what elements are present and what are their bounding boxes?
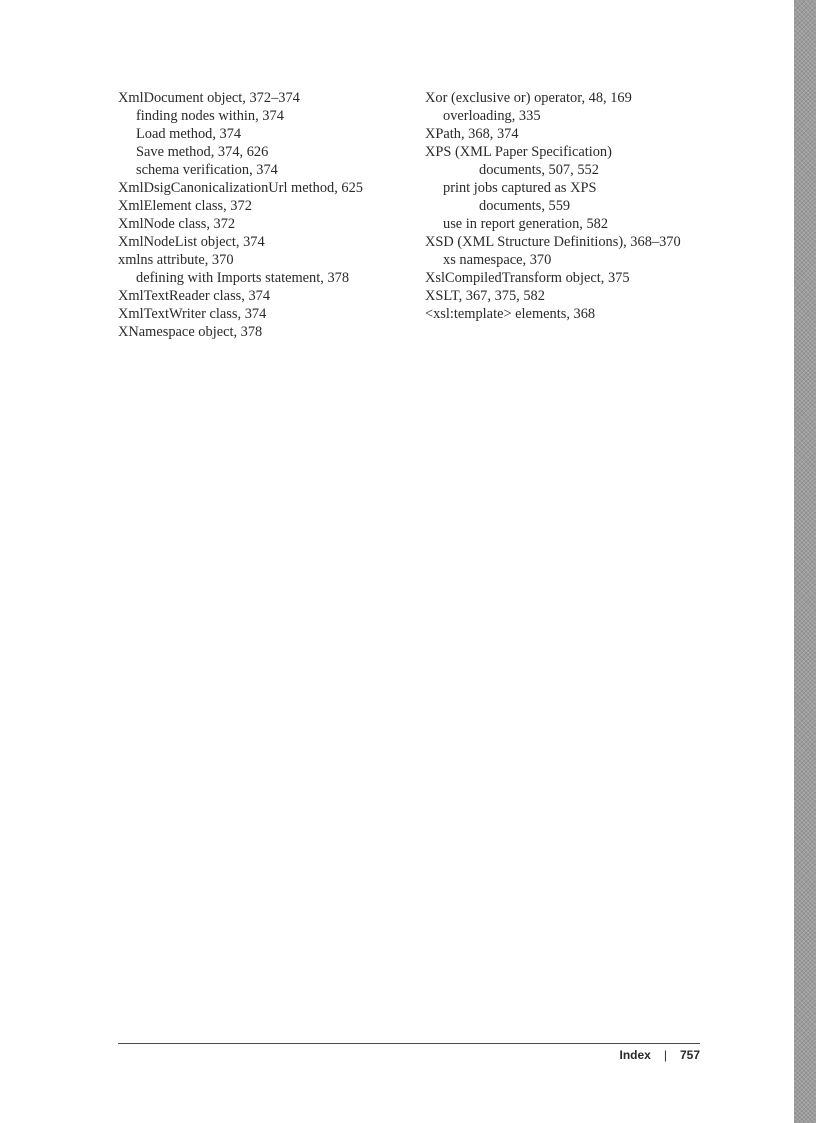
index-subentry: schema verification, 374 xyxy=(136,162,278,178)
footer-divider xyxy=(118,1043,700,1044)
index-subentry: documents, 507, 552 xyxy=(479,162,599,178)
index-column-right xyxy=(425,89,725,323)
index-entry: XPath, 368, 374 xyxy=(425,126,519,142)
page-number: 757 xyxy=(679,1048,700,1062)
index-entry: XNamespace object, 378 xyxy=(118,324,263,340)
footer-section-label: Index xyxy=(619,1048,651,1062)
page-footer xyxy=(620,1048,701,1062)
index-subentry: Load method, 374 xyxy=(136,126,242,142)
index-subentry: defining with Imports statement, 378 xyxy=(136,270,350,286)
index-entry: XmlNodeList object, 374 xyxy=(118,234,265,250)
index-subentry: Save method, 374, 626 xyxy=(136,144,269,160)
index-entry: XmlElement class, 372 xyxy=(118,198,252,214)
index-subentry: finding nodes within, 374 xyxy=(136,108,284,124)
index-entry: XslCompiledTransform object, 375 xyxy=(425,270,630,286)
thumb-index-tab xyxy=(794,0,816,1123)
footer-separator: | xyxy=(663,1048,667,1062)
index-subentry: print jobs captured as XPS xyxy=(443,180,597,196)
index-entry: XPS (XML Paper Specification) xyxy=(425,144,612,160)
index-entry: XSD (XML Structure Definitions), 368–370 xyxy=(425,234,681,250)
index-entry: XmlTextWriter class, 374 xyxy=(118,306,267,322)
index-subentry: documents, 559 xyxy=(479,198,571,214)
index-entry: XmlTextReader class, 374 xyxy=(118,288,271,304)
index-entry: XmlNode class, 372 xyxy=(118,216,236,232)
index-subentry: use in report generation, 582 xyxy=(443,216,609,232)
index-entry: XSLT, 367, 375, 582 xyxy=(425,288,545,304)
index-column-left xyxy=(118,89,408,341)
index-subentry: overloading, 335 xyxy=(443,108,541,124)
index-entry: xmlns attribute, 370 xyxy=(118,252,234,268)
index-entry: XmlDsigCanonicalizationUrl method, 625 xyxy=(118,180,363,196)
index-subentry: xs namespace, 370 xyxy=(443,252,552,268)
index-entry: XmlDocument object, 372–374 xyxy=(118,90,300,106)
index-entry: Xor (exclusive or) operator, 48, 169 xyxy=(425,90,632,106)
index-entry: <xsl:template> elements, 368 xyxy=(425,306,596,322)
